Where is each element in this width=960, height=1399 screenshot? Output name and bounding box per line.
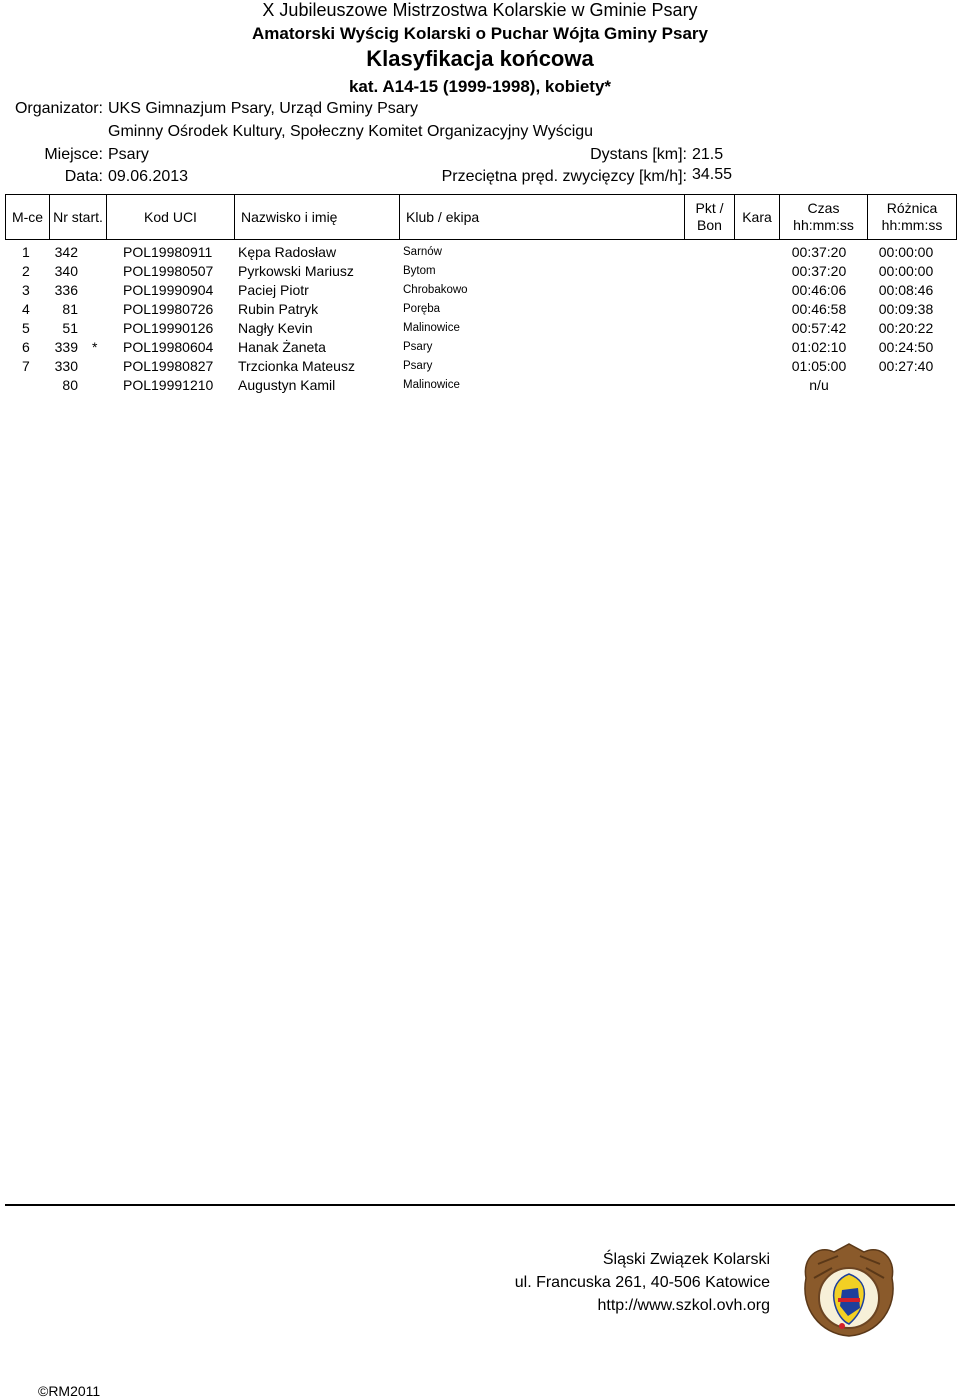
row-start-number: 336: [54, 282, 78, 298]
row-mark: *: [92, 339, 98, 355]
results-table-body: [0, 244, 960, 396]
col-uci-label: Kod UCI: [144, 208, 197, 225]
row-diff: 00:27:40: [878, 358, 934, 374]
row-rider-name: Hanak Żaneta: [238, 339, 326, 355]
row-start-number: 81: [62, 301, 78, 317]
table-row: [0, 282, 960, 301]
classification-title: Klasyfikacja końcowa: [366, 46, 594, 71]
row-rider-name: Trzcionka Mateusz: [238, 358, 355, 374]
row-time: 01:05:00: [791, 358, 847, 374]
results-table-header: [5, 194, 957, 240]
col-name-label: Nazwisko i imię: [241, 208, 338, 225]
row-rider-name: Rubin Patryk: [238, 301, 319, 317]
col-name-header: [235, 195, 400, 239]
speed-value: 34.55: [692, 166, 733, 183]
row-place: 1: [22, 244, 30, 260]
row-diff: 00:00:00: [878, 263, 934, 279]
row-start-number: 330: [54, 358, 78, 374]
col-club-header: [400, 195, 685, 239]
organizer-line-2: Gminny Ośrodek Kultury, Społeczny Komitet Organizacyjny Wyścigu: [108, 123, 594, 140]
footer-org: Śląski Związek Kolarski: [602, 1251, 770, 1268]
row-place: 3: [22, 282, 30, 298]
row-diff: 00:24:50: [878, 339, 934, 355]
event-title: X Jubileuszowe Mistrzostwa Kolarskie w Gminie Psary: [262, 0, 698, 20]
footer-divider: [5, 1204, 955, 1206]
row-uci-code: POL19980507: [123, 263, 214, 279]
row-rider-name: Kępa Radosław: [238, 244, 337, 260]
category-title: kat. A14-15 (1999-1998), kobiety*: [348, 77, 612, 96]
col-place-label: M-ce: [11, 208, 44, 225]
row-club: Malinowice: [403, 322, 460, 334]
szkol-logo-emblem: [798, 1238, 900, 1338]
row-uci-code: POL19980827: [123, 358, 214, 374]
row-start-number: 342: [54, 244, 78, 260]
table-row: [0, 320, 960, 339]
row-club: Bytom: [403, 265, 436, 277]
organizer-label: Organizator:: [14, 100, 103, 117]
col-kara-header: [735, 195, 780, 239]
row-rider-name: Paciej Piotr: [238, 282, 309, 298]
col-start-no-header: [50, 195, 107, 239]
footer-address: ul. Francuska 261, 40-506 Katowice: [514, 1274, 770, 1291]
col-uci-header: [107, 195, 235, 239]
row-diff: 00:09:38: [878, 301, 934, 317]
row-time: 00:57:42: [791, 320, 847, 336]
row-club: Sarnów: [403, 246, 442, 258]
col-pkt-label-2: Bon: [697, 217, 722, 233]
row-start-number: 340: [54, 263, 78, 279]
row-place: 5: [22, 320, 30, 336]
table-row: [0, 339, 960, 358]
table-row: [0, 244, 960, 263]
row-start-number: 51: [62, 320, 78, 336]
row-time: 00:37:20: [791, 244, 847, 260]
row-time: 00:37:20: [791, 263, 847, 279]
place-label: Miejsce:: [44, 146, 103, 163]
col-start-no-label: Nr start.: [53, 208, 103, 225]
table-row: [0, 377, 960, 396]
row-diff: 00:08:46: [878, 282, 934, 298]
row-place: 7: [22, 358, 30, 374]
row-time: 00:46:06: [791, 282, 847, 298]
table-row: [0, 358, 960, 377]
col-pkt-header: [685, 195, 735, 239]
col-diff-label-2: hh:mm:ss: [881, 217, 943, 233]
row-uci-code: POL19980726: [123, 301, 214, 317]
table-row: [0, 301, 960, 320]
row-start-number: 339: [54, 339, 78, 355]
col-club-label: Klub / ekipa: [406, 208, 480, 225]
row-place: 4: [22, 301, 30, 317]
row-club: Psary: [403, 360, 433, 372]
row-rider-name: Nagły Kevin: [238, 320, 313, 336]
distance-label: Dystans [km]:: [590, 146, 687, 163]
organizer-line-1: UKS Gimnazjum Psary, Urząd Gminy Psary: [108, 100, 418, 117]
copyright: ©RM2011: [38, 1383, 101, 1399]
row-place: 2: [22, 263, 30, 279]
col-time-label-1: Czas: [807, 200, 840, 216]
date-value: 09.06.2013: [108, 168, 189, 185]
row-club: Psary: [403, 341, 433, 353]
table-row: [0, 263, 960, 282]
col-time-header: [780, 195, 868, 239]
row-diff: 00:20:22: [878, 320, 934, 336]
row-uci-code: POL19980911: [123, 244, 213, 260]
col-place-header: [6, 195, 50, 239]
footer-url[interactable]: http://www.szkol.ovh.org: [597, 1297, 770, 1314]
date-label: Data:: [64, 168, 103, 185]
row-club: Malinowice: [403, 379, 460, 391]
row-start-number: 80: [62, 377, 78, 393]
row-uci-code: POL19991210: [123, 377, 214, 393]
row-uci-code: POL19990126: [123, 320, 214, 336]
row-rider-name: Pyrkowski Mariusz: [238, 263, 354, 279]
row-time: 01:02:10: [791, 339, 847, 355]
row-place: 6: [22, 339, 30, 355]
row-time: 00:46:58: [791, 301, 847, 317]
row-uci-code: POL19980604: [123, 339, 214, 355]
col-time-label-2: hh:mm:ss: [793, 217, 854, 233]
col-pkt-label-1: Pkt /: [695, 200, 724, 216]
row-club: Chrobakowo: [403, 284, 468, 296]
row-diff: 00:00:00: [878, 244, 934, 260]
row-club: Poręba: [403, 303, 441, 315]
col-diff-header: [868, 195, 956, 239]
row-time: n/u: [809, 377, 829, 393]
speed-label: Przeciętna pręd. zwycięzcy [km/h]:: [441, 168, 687, 185]
row-rider-name: Augustyn Kamil: [238, 377, 336, 393]
col-kara-label: Kara: [742, 208, 772, 225]
distance-value: 21.5: [692, 146, 724, 163]
col-diff-label-1: Różnica: [886, 200, 938, 216]
place-value: Psary: [108, 146, 149, 163]
race-title: Amatorski Wyścig Kolarski o Puchar Wójta Gminy Psary: [251, 24, 708, 43]
row-uci-code: POL19990904: [123, 282, 214, 298]
